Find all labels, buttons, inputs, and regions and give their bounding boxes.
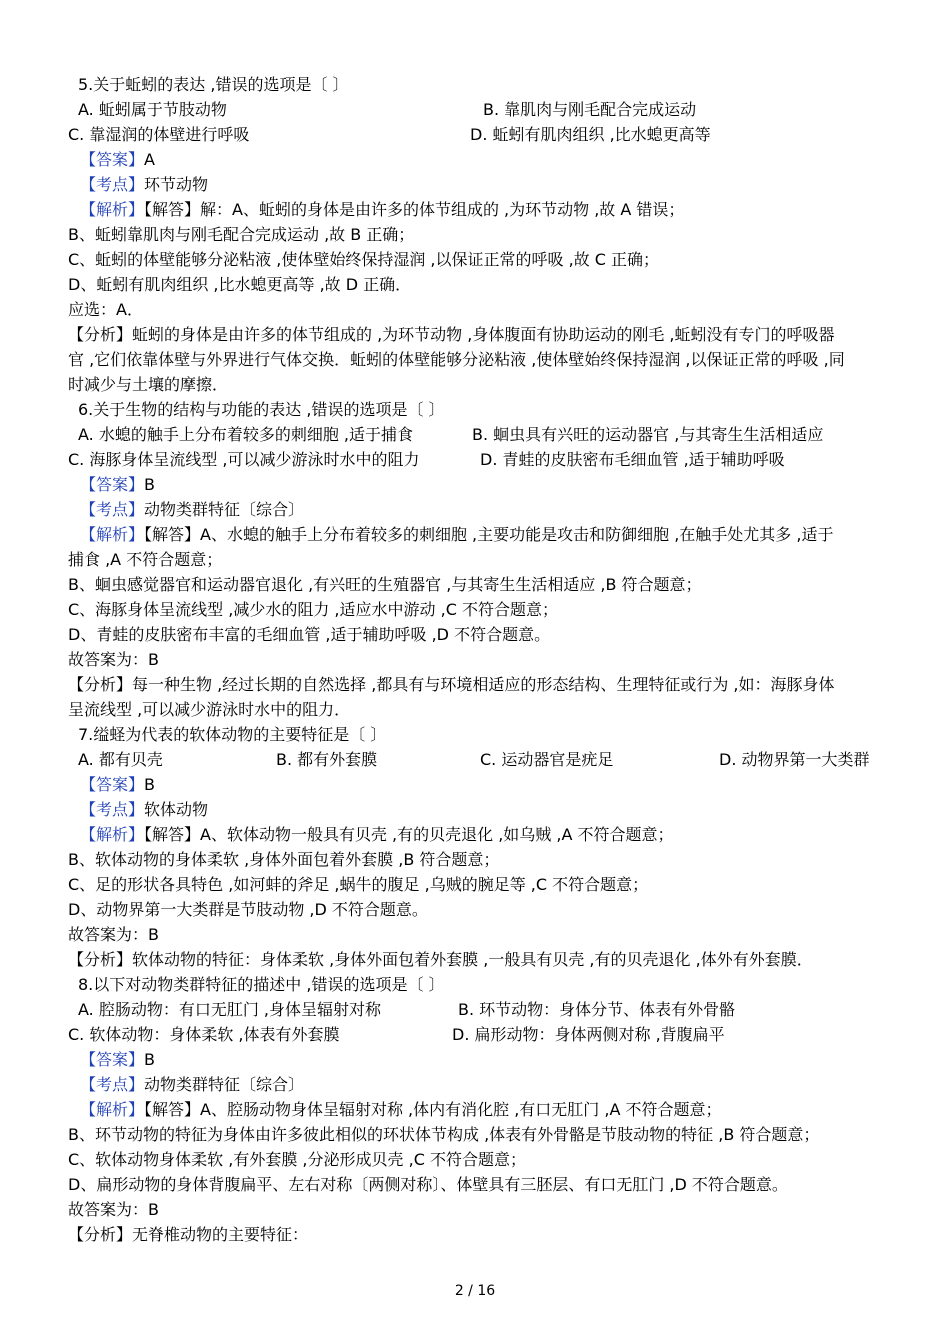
q5-analysis-line-1	[68, 197, 883, 222]
q5-summary-line-2: 官 ,它们依靠体壁与外界进行气体交换．蚯蚓的体壁能够分泌粘液 ,使体壁始终保持湿润 ,以保证正常的呼吸 ,同	[68, 350, 845, 369]
answer-tag: 【答案】	[80, 1050, 145, 1069]
question-7-options-row	[68, 747, 883, 772]
question-7-stem: 7.缢蛏为代表的软体动物的主要特征是〔 〕	[78, 725, 387, 744]
q5-option-a: A. 蚯蚓属于节肢动物	[78, 100, 227, 119]
q5-answer	[68, 147, 883, 172]
question-5-options-row-1	[68, 97, 883, 122]
point-tag: 【考点】	[80, 500, 145, 519]
q8-point	[68, 1072, 883, 1097]
point-tag: 【考点】	[80, 1075, 145, 1094]
answer-value: B	[144, 475, 155, 494]
question-6-options-row-1	[68, 422, 883, 447]
q6-analysis-line-4: C、海豚身体呈流线型 ,减少水的阻力 ,适应水中游动 ,C 不符合题意；	[68, 600, 558, 619]
answer-value: A	[144, 150, 155, 169]
analysis-text: 【解答】A、水螅的触手上分布着较多的刺细胞 ,主要功能是攻击和防御细胞 ,在触手处尤其多 ,适于	[144, 525, 834, 544]
q5-summary-line-3: 时减少与土壤的摩擦．	[68, 375, 229, 394]
q8-summary-line-1: 【分析】无脊椎动物的主要特征：	[68, 1225, 309, 1244]
q7-analysis-line-1	[68, 822, 883, 847]
analysis-tag: 【解析】	[80, 825, 145, 844]
q6-analysis-line-6: 故答案为：B	[68, 650, 159, 669]
q8-analysis-line-1	[68, 1097, 883, 1122]
q5-analysis-line-3: C、蚯蚓的体壁能够分泌粘液 ,使体壁始终保持湿润 ,以保证正常的呼吸 ,故 C 正确；	[68, 250, 660, 269]
question-8-options-row-1	[68, 997, 883, 1022]
analysis-text: 【解答】解：A、蚯蚓的身体是由许多的体节组成的 ,为环节动物 ,故 A 错误；	[144, 200, 685, 219]
q6-answer	[68, 472, 883, 497]
point-value: 动物类群特征〔综合〕	[144, 500, 305, 519]
analysis-text: 【解答】A、软体动物一般具有贝壳 ,有的贝壳退化 ,如乌贼 ,A 不符合题意；	[144, 825, 674, 844]
q8-answer	[68, 1047, 883, 1072]
q8-option-d: D. 扁形动物：身体两侧对称 ,背腹扁平	[452, 1025, 725, 1044]
q6-analysis-line-3: B、蛔虫感觉器官和运动器官退化 ,有兴旺的生殖器官 ,与其寄生生活相适应 ,B 符合题意；	[68, 575, 702, 594]
q7-summary-line-1: 【分析】软体动物的特征：身体柔软 ,身体外面包着外套膜 ,一般具有贝壳 ,有的贝壳退化 ,体外有外套膜．	[68, 950, 813, 969]
q6-analysis-line-2: 捕食 ,A 不符合题意；	[68, 550, 223, 569]
q5-option-d: D. 蚯蚓有肌肉组织 ,比水螅更高等	[470, 125, 711, 144]
q7-option-a: A. 都有贝壳	[78, 750, 163, 769]
q8-option-b: B. 环节动物：身体分节、体表有外骨骼	[458, 1000, 736, 1019]
q6-summary-line-2: 呈流线型 ,可以减少游泳时水中的阻力．	[68, 700, 351, 719]
answer-value: B	[144, 1050, 155, 1069]
point-value: 软体动物	[144, 800, 209, 819]
question-5-options-row-2	[68, 122, 883, 147]
point-value: 环节动物	[144, 175, 209, 194]
question-8-stem: 8.以下对动物类群特征的描述中 ,错误的选项是〔 〕	[78, 975, 445, 994]
q5-summary-line-1: 【分析】蚯蚓的身体是由许多的体节组成的 ,为环节动物 ,身体腹面有协助运动的刚毛 ,蚯蚓没有专门的呼吸器	[68, 325, 835, 344]
q5-point	[68, 172, 883, 197]
q8-analysis-line-3: C、软体动物身体柔软 ,有外套膜 ,分泌形成贝壳 ,C 不符合题意；	[68, 1150, 526, 1169]
q5-analysis-line-2: B、蚯蚓靠肌肉与刚毛配合完成运动 ,故 B 正确；	[68, 225, 415, 244]
q5-option-c: C. 靠湿润的体壁进行呼吸	[68, 125, 250, 144]
q7-option-c: C. 运动器官是疣足	[480, 750, 614, 769]
q8-option-c: C. 软体动物：身体柔软 ,体表有外套膜	[68, 1025, 340, 1044]
q5-analysis-line-5: 应选：A．	[68, 300, 143, 319]
q7-answer	[68, 772, 883, 797]
answer-value: B	[144, 775, 155, 794]
q7-analysis-line-4: D、动物界第一大类群是节肢动物 ,D 不符合题意。	[68, 900, 428, 919]
point-value: 动物类群特征〔综合〕	[144, 1075, 305, 1094]
question-6-options-row-2	[68, 447, 883, 472]
point-tag: 【考点】	[80, 175, 145, 194]
q6-option-d: D. 青蛙的皮肤密布毛细血管 ,适于辅助呼吸	[480, 450, 785, 469]
q8-analysis-line-5: 故答案为：B	[68, 1200, 159, 1219]
q7-analysis-line-2: B、软体动物的身体柔软 ,身体外面包着外套膜 ,B 符合题意；	[68, 850, 500, 869]
question-6-stem: 6.关于生物的结构与功能的表达 ,错误的选项是〔 〕	[78, 400, 445, 419]
q6-summary-line-1: 【分析】每一种生物 ,经过长期的自然选择 ,都具有与环境相适应的形态结构、生理特征或行为 ,如：海豚身体	[68, 675, 835, 694]
analysis-tag: 【解析】	[80, 1100, 145, 1119]
q7-point	[68, 797, 883, 822]
q7-option-d: D. 动物界第一大类群	[719, 750, 870, 769]
analysis-text: 【解答】A、腔肠动物身体呈辐射对称 ,体内有消化腔 ,有口无肛门 ,A 不符合题意；	[144, 1100, 722, 1119]
q8-analysis-line-2: B、环节动物的特征为身体由许多彼此相似的环状体节构成 ,体表有外骨骼是节肢动物的特征 ,B 符合题意；	[68, 1125, 820, 1144]
q6-option-b: B. 蛔虫具有兴旺的运动器官 ,与其寄生生活相适应	[472, 425, 824, 444]
analysis-tag: 【解析】	[80, 200, 145, 219]
q6-analysis-line-5: D、青蛙的皮肤密布丰富的毛细血管 ,适于辅助呼吸 ,D 不符合题意。	[68, 625, 551, 644]
question-8-options-row-2	[68, 1022, 883, 1047]
q8-option-a: A. 腔肠动物：有口无肛门 ,身体呈辐射对称	[78, 1000, 382, 1019]
q6-analysis-line-1	[68, 522, 883, 547]
q6-point	[68, 497, 883, 522]
page-number: 2 / 16	[454, 1283, 496, 1299]
q7-option-b: B. 都有外套膜	[276, 750, 378, 769]
document-page	[68, 72, 883, 1247]
q6-option-c: C. 海豚身体呈流线型 ,可以减少游泳时水中的阻力	[68, 450, 420, 469]
q5-analysis-line-4: D、蚯蚓有肌肉组织 ,比水螅更高等 ,故 D 正确．	[68, 275, 412, 294]
q7-analysis-line-5: 故答案为：B	[68, 925, 159, 944]
q5-option-b: B. 靠肌肉与刚毛配合完成运动	[483, 100, 697, 119]
analysis-tag: 【解析】	[80, 525, 145, 544]
question-5-stem: 5.关于蚯蚓的表达 ,错误的选项是〔 〕	[78, 75, 349, 94]
q7-analysis-line-3: C、足的形状各具特色 ,如河蚌的斧足 ,蜗牛的腹足 ,乌贼的腕足等 ,C 不符合题意；	[68, 875, 649, 894]
point-tag: 【考点】	[80, 800, 145, 819]
answer-tag: 【答案】	[80, 475, 145, 494]
q8-analysis-line-4: D、扁形动物的身体背腹扁平、左右对称〔两侧对称〕、体壁具有三胚层、有口无肛门 ,D 不符合题意。	[68, 1175, 788, 1194]
answer-tag: 【答案】	[80, 775, 145, 794]
answer-tag: 【答案】	[80, 150, 145, 169]
q6-option-a: A. 水螅的触手上分布着较多的刺细胞 ,适于捕食	[78, 425, 414, 444]
